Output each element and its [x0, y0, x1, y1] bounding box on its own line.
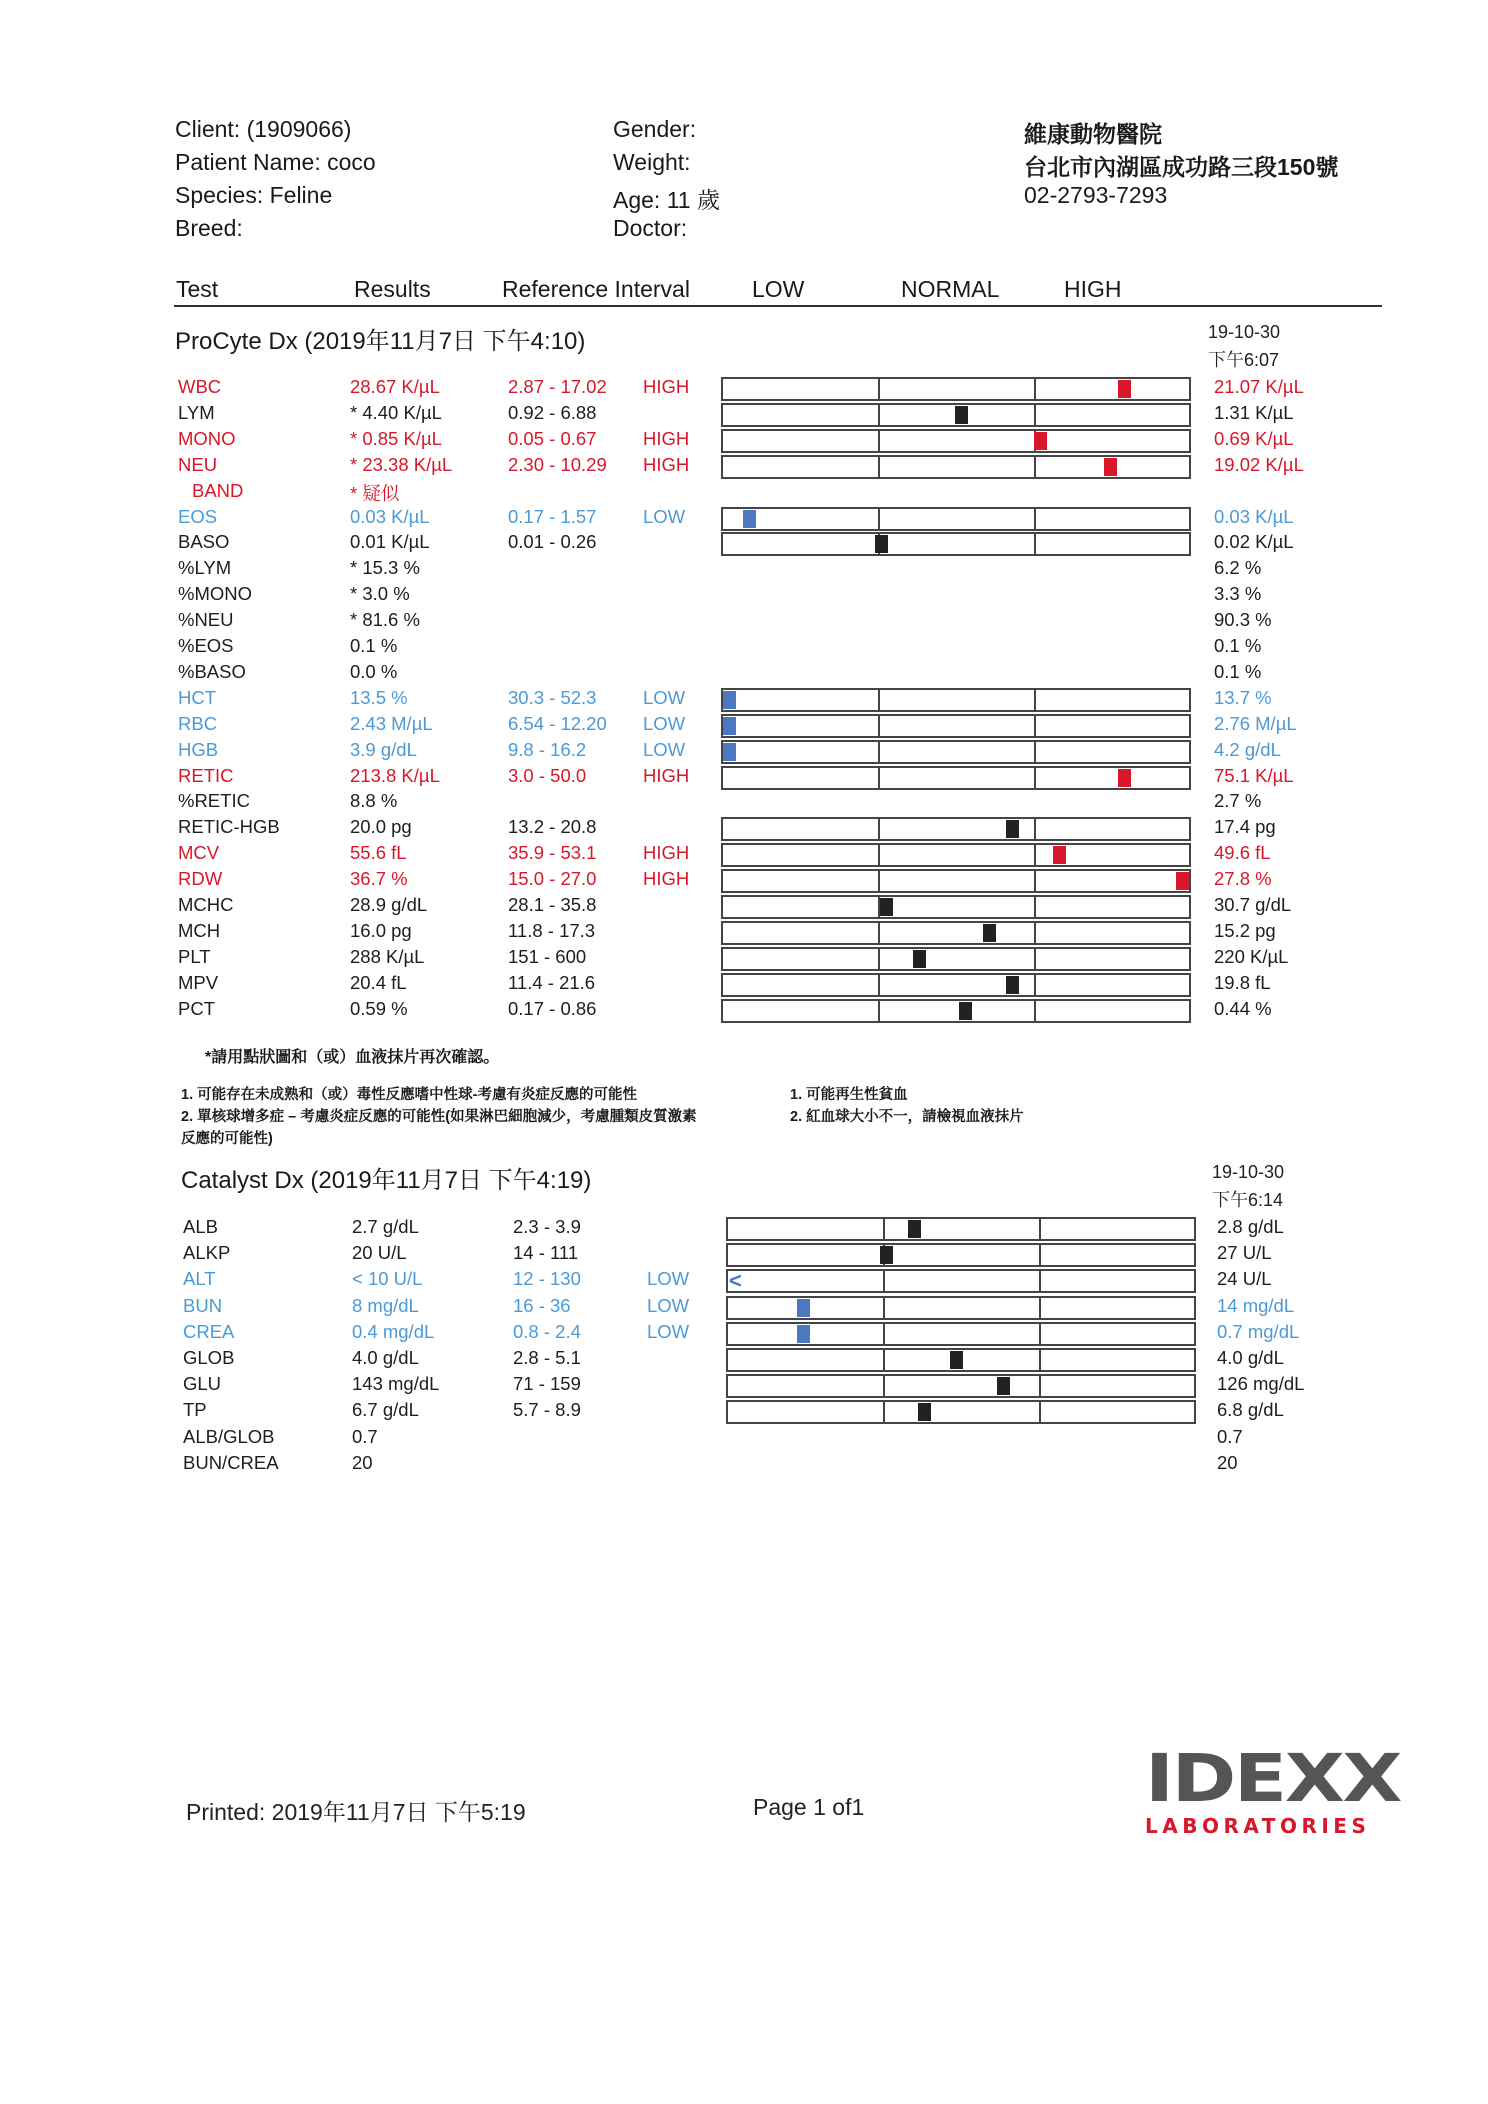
- result-row-pct-neu: [0, 609, 1488, 635]
- test-name: BUN: [183, 1294, 223, 1316]
- test-name: PLT: [178, 945, 211, 967]
- gauge-marker: [908, 1220, 921, 1238]
- gauge-divider: [1034, 716, 1036, 736]
- result-value: 20.0 pg: [350, 816, 412, 838]
- gauge-marker: [997, 1377, 1010, 1395]
- previous-result: 2.7 %: [1214, 790, 1262, 812]
- gauge-marker: [983, 924, 996, 942]
- range-gauge-alkp: [726, 1243, 1196, 1267]
- test-name: MPV: [178, 971, 219, 993]
- idexx-logo: [1145, 1740, 1401, 1838]
- gauge-divider: [1039, 1350, 1041, 1370]
- result-row-alb-glob: [0, 1426, 1488, 1452]
- procyte-prev-date: 19-10-30: [1208, 322, 1281, 342]
- result-value: * 4.40 K/µL: [350, 401, 442, 423]
- reference-interval: 3.0 - 50.0: [508, 764, 587, 786]
- flag-label: LOW: [647, 1294, 690, 1316]
- test-name: EOS: [178, 505, 218, 527]
- gauge-marker: [918, 1403, 931, 1421]
- gauge-marker: [955, 406, 968, 424]
- below-range-marker: <: [729, 1268, 742, 1294]
- reference-interval: 5.7 - 8.9: [513, 1399, 581, 1421]
- species: Species: Feline: [175, 182, 333, 208]
- range-gauge-mpv: [721, 973, 1191, 997]
- reference-interval: 0.92 - 6.88: [508, 401, 597, 423]
- range-gauge-mono: [721, 429, 1191, 453]
- result-value: * 0.85 K/µL: [350, 427, 442, 449]
- gauge-divider: [1034, 923, 1036, 943]
- reference-interval: 12 - 130: [513, 1268, 581, 1290]
- test-name: %BASO: [178, 660, 246, 682]
- previous-result: 0.7 mg/dL: [1217, 1320, 1300, 1342]
- previous-result: 17.4 pg: [1214, 816, 1276, 838]
- result-value: 288 K/µL: [350, 945, 425, 967]
- reference-interval: 151 - 600: [508, 945, 587, 967]
- result-value: 4.0 g/dL: [352, 1347, 419, 1368]
- reference-interval: 16 - 36: [513, 1294, 571, 1316]
- gauge-divider: [1034, 1001, 1036, 1021]
- reference-interval: 11.4 - 21.6: [508, 971, 596, 993]
- gauge-marker: [1118, 380, 1131, 398]
- catalyst-prev-time: 下午6:14: [1212, 1190, 1284, 1210]
- gauge-divider: [1034, 871, 1036, 891]
- gauge-divider: [1034, 534, 1036, 554]
- gauge-marker: [1118, 769, 1131, 787]
- reference-interval: 6.54 - 12.20: [508, 712, 607, 734]
- reference-interval: 2.8 - 5.1: [513, 1347, 581, 1368]
- gauge-marker: [1006, 976, 1019, 994]
- flag-label: HIGH: [643, 764, 690, 786]
- result-row-bun-crea: [0, 1452, 1488, 1478]
- gauge-divider: [878, 949, 880, 969]
- range-gauge-mchc: [721, 895, 1191, 919]
- range-gauge-alt: [726, 1269, 1196, 1293]
- gauge-divider: [1034, 845, 1036, 865]
- flag-label: HIGH: [643, 427, 690, 449]
- gauge-divider: [883, 1376, 885, 1396]
- previous-result: 4.2 g/dL: [1214, 738, 1281, 760]
- gauge-divider: [1039, 1271, 1041, 1291]
- patient-name: Patient Name: coco: [175, 149, 376, 175]
- gauge-divider: [878, 716, 880, 736]
- flag-label: HIGH: [643, 453, 690, 475]
- gauge-divider: [1034, 690, 1036, 710]
- previous-result: 13.7 %: [1214, 686, 1272, 708]
- previous-result: 2.76 M/µL: [1214, 712, 1297, 734]
- test-name: %EOS: [178, 635, 234, 656]
- previous-result: 0.1 %: [1214, 660, 1262, 682]
- reference-interval: 9.8 - 16.2: [508, 738, 587, 760]
- reference-interval: 71 - 159: [513, 1373, 581, 1395]
- result-row-pct-mono: [0, 583, 1488, 609]
- gauge-divider: [878, 1001, 880, 1021]
- test-name: MCHC: [178, 894, 234, 915]
- result-row-pct-retic: [0, 790, 1488, 816]
- gauge-divider: [878, 923, 880, 943]
- result-value: 213.8 K/µL: [350, 764, 440, 786]
- previous-result: 0.44 %: [1214, 997, 1272, 1019]
- range-gauge-alb: [726, 1217, 1196, 1241]
- gauge-divider: [1039, 1245, 1041, 1265]
- breed: Breed:: [175, 215, 243, 241]
- range-gauge-neu: [721, 455, 1191, 479]
- result-value: 0.03 K/µL: [350, 505, 430, 527]
- result-value: 2.43 M/µL: [350, 712, 433, 734]
- header-divider: [174, 305, 1382, 307]
- gauge-marker: [1176, 872, 1189, 890]
- previous-result: 20: [1217, 1451, 1238, 1473]
- gauge-divider: [1039, 1298, 1041, 1318]
- note-right-2: 2. 紅血球大小不一，請檢視血液抹片: [790, 1109, 1024, 1125]
- reference-interval: 0.17 - 0.86: [508, 997, 597, 1019]
- gauge-marker: [743, 510, 756, 528]
- previous-result: 19.8 fL: [1214, 971, 1271, 993]
- result-value: 20.4 fL: [350, 971, 407, 993]
- test-name: %RETIC: [178, 790, 250, 812]
- age: Age: 11 歲: [613, 187, 720, 213]
- reference-interval: 0.17 - 1.57: [508, 505, 597, 527]
- reference-interval: 2.30 - 10.29: [508, 453, 607, 475]
- col-reference: Reference Interval: [502, 276, 690, 302]
- previous-result: 4.0 g/dL: [1217, 1347, 1284, 1368]
- weight: Weight:: [613, 149, 691, 175]
- range-gauge-baso: [721, 532, 1191, 556]
- clinic-name: 維康動物醫院: [1024, 121, 1162, 147]
- previous-result: 6.2 %: [1214, 557, 1262, 579]
- range-gauge-lym: [721, 403, 1191, 427]
- gauge-divider: [878, 845, 880, 865]
- gauge-divider: [883, 1298, 885, 1318]
- range-gauge-rdw: [721, 869, 1191, 893]
- gauge-divider: [1034, 509, 1036, 529]
- gauge-divider: [1034, 405, 1036, 425]
- reference-interval: 2.87 - 17.02: [508, 376, 607, 397]
- range-gauge-glob: [726, 1348, 1196, 1372]
- test-name: ALT: [183, 1268, 216, 1290]
- range-gauge-pct: [721, 999, 1191, 1023]
- reference-interval: 11.8 - 17.3: [508, 919, 596, 941]
- test-name: MCH: [178, 919, 221, 941]
- previous-result: 0.69 K/µL: [1214, 427, 1294, 449]
- range-gauge-retic-hgb: [721, 817, 1191, 841]
- gauge-divider: [878, 405, 880, 425]
- test-name: ALB: [183, 1216, 218, 1237]
- gauge-divider: [1034, 457, 1036, 477]
- note-right-1: 1. 可能再生性貧血: [790, 1087, 908, 1103]
- test-name: PCT: [178, 997, 215, 1019]
- idexx-logo-text: IDEXX: [1145, 1740, 1401, 1817]
- previous-result: 27 U/L: [1217, 1242, 1272, 1264]
- result-value: 0.59 %: [350, 997, 408, 1019]
- gauge-divider: [1034, 768, 1036, 788]
- previous-result: 30.7 g/dL: [1214, 894, 1292, 915]
- previous-result: 6.8 g/dL: [1217, 1399, 1284, 1421]
- gauge-divider: [883, 1350, 885, 1370]
- gauge-marker: [723, 717, 736, 735]
- previous-result: 14 mg/dL: [1217, 1294, 1295, 1316]
- flag-label: LOW: [647, 1320, 690, 1342]
- result-value: 8 mg/dL: [352, 1294, 419, 1316]
- result-value: 20: [352, 1451, 373, 1473]
- flag-label: HIGH: [643, 376, 690, 397]
- clinic-address: 台北市內湖區成功路三段150號: [1024, 154, 1339, 180]
- previous-result: 3.3 %: [1214, 583, 1262, 605]
- note-left-1: 1. 可能存在未成熟和（或）毒性反應嗜中性球-考慮有炎症反應的可能性: [181, 1087, 637, 1103]
- test-name: RETIC: [178, 764, 234, 786]
- confirm-note: *請用點狀圖和（或）血液抹片再次確認。: [205, 1049, 500, 1066]
- result-value: < 10 U/L: [352, 1268, 423, 1290]
- gauge-marker: [880, 1246, 893, 1264]
- result-value: 0.0 %: [350, 660, 398, 682]
- result-row-pct-eos: [0, 635, 1488, 661]
- previous-result: 15.2 pg: [1214, 919, 1276, 941]
- range-gauge-tp: [726, 1400, 1196, 1424]
- test-name: LYM: [178, 401, 215, 423]
- previous-result: 220 K/µL: [1214, 945, 1289, 967]
- flag-label: LOW: [643, 505, 686, 527]
- test-name: BUN/CREA: [183, 1451, 279, 1473]
- client-id: Client: (1909066): [175, 116, 352, 142]
- test-name: WBC: [178, 376, 222, 397]
- result-row-band: [0, 480, 1488, 506]
- gauge-divider: [883, 1402, 885, 1422]
- test-name: BAND: [192, 479, 244, 501]
- result-row-pct-lym: [0, 557, 1488, 583]
- previous-result: 75.1 K/µL: [1214, 764, 1294, 786]
- test-name: RBC: [178, 712, 218, 734]
- reference-interval: 13.2 - 20.8: [508, 816, 597, 838]
- gauge-divider: [878, 975, 880, 995]
- procyte-title: ProCyte Dx (2019年11月7日 下午4:10): [175, 328, 586, 355]
- range-gauge-hct: [721, 688, 1191, 712]
- gauge-marker: [1006, 820, 1019, 838]
- doctor: Doctor:: [613, 215, 688, 241]
- gauge-divider: [1034, 819, 1036, 839]
- gauge-divider: [1034, 975, 1036, 995]
- previous-result: 0.1 %: [1214, 635, 1262, 656]
- result-value: 8.8 %: [350, 790, 398, 812]
- gauge-divider: [1034, 742, 1036, 762]
- flag-label: LOW: [647, 1268, 690, 1290]
- previous-result: 24 U/L: [1217, 1268, 1272, 1290]
- result-value: 55.6 fL: [350, 842, 407, 864]
- test-name: ALB/GLOB: [183, 1425, 275, 1447]
- test-name: GLOB: [183, 1347, 235, 1368]
- reference-interval: 14 - 111: [513, 1242, 579, 1264]
- gauge-divider: [878, 871, 880, 891]
- previous-result: 27.8 %: [1214, 868, 1272, 890]
- gauge-divider: [883, 1324, 885, 1344]
- previous-result: 90.3 %: [1214, 609, 1272, 631]
- test-name: %LYM: [178, 557, 232, 579]
- gauge-divider: [878, 457, 880, 477]
- result-value: * 3.0 %: [350, 583, 410, 605]
- result-value: 0.7: [352, 1425, 378, 1447]
- flag-label: LOW: [643, 738, 686, 760]
- col-low: LOW: [752, 276, 805, 302]
- gauge-divider: [878, 379, 880, 399]
- gauge-divider: [1034, 949, 1036, 969]
- result-value: 20 U/L: [352, 1242, 407, 1264]
- reference-interval: 30.3 - 52.3: [508, 686, 597, 708]
- clinic-phone: 02-2793-7293: [1024, 182, 1168, 208]
- test-name: GLU: [183, 1373, 222, 1395]
- gauge-marker: [797, 1299, 810, 1317]
- gauge-marker: [1034, 432, 1047, 450]
- gauge-divider: [1034, 379, 1036, 399]
- catalyst-title: Catalyst Dx (2019年11月7日 下午4:19): [181, 1167, 592, 1194]
- flag-label: LOW: [643, 686, 686, 708]
- gauge-divider: [878, 431, 880, 451]
- reference-interval: 28.1 - 35.8: [508, 894, 597, 915]
- range-gauge-hgb: [721, 740, 1191, 764]
- catalyst-prev-date: 19-10-30: [1212, 1162, 1285, 1182]
- gender: Gender:: [613, 116, 697, 142]
- gauge-divider: [1039, 1324, 1041, 1344]
- previous-result: 49.6 fL: [1214, 842, 1271, 864]
- gauge-divider: [1039, 1219, 1041, 1239]
- gauge-divider: [1039, 1376, 1041, 1396]
- test-name: MCV: [178, 842, 220, 864]
- result-value: * 疑似: [350, 482, 400, 504]
- result-value: 0.01 K/µL: [350, 531, 430, 553]
- gauge-marker: [875, 535, 888, 553]
- test-name: HGB: [178, 738, 219, 760]
- result-value: * 23.38 K/µL: [350, 453, 453, 475]
- range-gauge-plt: [721, 947, 1191, 971]
- result-value: 28.67 K/µL: [350, 376, 440, 397]
- range-gauge-mcv: [721, 843, 1191, 867]
- procyte-prev-time: 下午6:07: [1208, 350, 1280, 370]
- result-value: 0.1 %: [350, 635, 398, 656]
- gauge-divider: [883, 1219, 885, 1239]
- previous-result: 0.02 K/µL: [1214, 531, 1294, 553]
- note-left-3: 反應的可能性): [181, 1131, 273, 1147]
- gauge-divider: [878, 768, 880, 788]
- test-name: RETIC-HGB: [178, 816, 280, 838]
- col-test: Test: [176, 276, 219, 302]
- gauge-marker: [1053, 846, 1066, 864]
- result-value: 3.9 g/dL: [350, 738, 417, 760]
- range-gauge-mch: [721, 921, 1191, 945]
- gauge-marker: [1104, 458, 1117, 476]
- previous-result: 1.31 K/µL: [1214, 401, 1294, 423]
- gauge-divider: [1034, 897, 1036, 917]
- gauge-divider: [878, 509, 880, 529]
- range-gauge-eos: [721, 507, 1191, 531]
- result-value: 16.0 pg: [350, 919, 412, 941]
- range-gauge-wbc: [721, 377, 1191, 401]
- range-gauge-glu: [726, 1374, 1196, 1398]
- previous-result: 126 mg/dL: [1217, 1373, 1305, 1395]
- result-value: 2.7 g/dL: [352, 1216, 419, 1237]
- col-normal: NORMAL: [901, 276, 1000, 302]
- gauge-divider: [878, 690, 880, 710]
- flag-label: LOW: [643, 712, 686, 734]
- page-number: Page 1 of1: [753, 1794, 865, 1820]
- result-value: 36.7 %: [350, 868, 408, 890]
- test-name: RDW: [178, 868, 223, 890]
- gauge-divider: [878, 742, 880, 762]
- printed-date: Printed: 2019年11月7日 下午5:19: [186, 1799, 526, 1825]
- gauge-marker: [959, 1002, 972, 1020]
- result-value: 13.5 %: [350, 686, 408, 708]
- test-name: %MONO: [178, 583, 252, 605]
- reference-interval: 0.05 - 0.67: [508, 427, 597, 449]
- result-value: 143 mg/dL: [352, 1373, 440, 1395]
- reference-interval: 0.01 - 0.26: [508, 531, 597, 553]
- test-name: %NEU: [178, 609, 234, 631]
- reference-interval: 2.3 - 3.9: [513, 1216, 581, 1237]
- result-value: 28.9 g/dL: [350, 894, 428, 915]
- range-gauge-crea: [726, 1322, 1196, 1346]
- previous-result: 0.7: [1217, 1425, 1243, 1447]
- result-value: 6.7 g/dL: [352, 1399, 419, 1421]
- reference-interval: 15.0 - 27.0: [508, 868, 597, 890]
- test-name: NEU: [178, 453, 218, 475]
- previous-result: 21.07 K/µL: [1214, 376, 1304, 397]
- test-name: CREA: [183, 1320, 235, 1342]
- note-left-2: 2. 單核球增多症 – 考慮炎症反應的可能性(如果淋巴細胞減少，考慮腫類皮質激素: [181, 1109, 697, 1125]
- result-value: * 15.3 %: [350, 557, 420, 579]
- test-name: MONO: [178, 427, 236, 449]
- reference-interval: 35.9 - 53.1: [508, 842, 597, 864]
- col-high: HIGH: [1064, 276, 1122, 302]
- previous-result: 0.03 K/µL: [1214, 505, 1294, 527]
- result-value: * 81.6 %: [350, 609, 420, 631]
- gauge-marker: [950, 1351, 963, 1369]
- range-gauge-rbc: [721, 714, 1191, 738]
- gauge-divider: [1039, 1402, 1041, 1422]
- gauge-marker: [913, 950, 926, 968]
- gauge-divider: [883, 1271, 885, 1291]
- reference-interval: 0.8 - 2.4: [513, 1320, 581, 1342]
- col-results: Results: [354, 276, 431, 302]
- test-name: TP: [183, 1399, 207, 1421]
- test-name: HCT: [178, 686, 217, 708]
- flag-label: HIGH: [643, 842, 690, 864]
- flag-label: HIGH: [643, 868, 690, 890]
- idexx-logo-sub: LABORATORIES: [1145, 1814, 1371, 1838]
- result-value: 0.4 mg/dL: [352, 1320, 435, 1342]
- gauge-marker: [723, 743, 736, 761]
- gauge-marker: [797, 1325, 810, 1343]
- range-gauge-bun: [726, 1296, 1196, 1320]
- previous-result: 19.02 K/µL: [1214, 453, 1304, 475]
- gauge-marker: [723, 691, 736, 709]
- previous-result: 2.8 g/dL: [1217, 1216, 1284, 1237]
- range-gauge-retic: [721, 766, 1191, 790]
- test-name: ALKP: [183, 1242, 231, 1264]
- result-row-pct-baso: [0, 661, 1488, 687]
- gauge-divider: [878, 819, 880, 839]
- test-name: BASO: [178, 531, 230, 553]
- gauge-marker: [880, 898, 893, 916]
